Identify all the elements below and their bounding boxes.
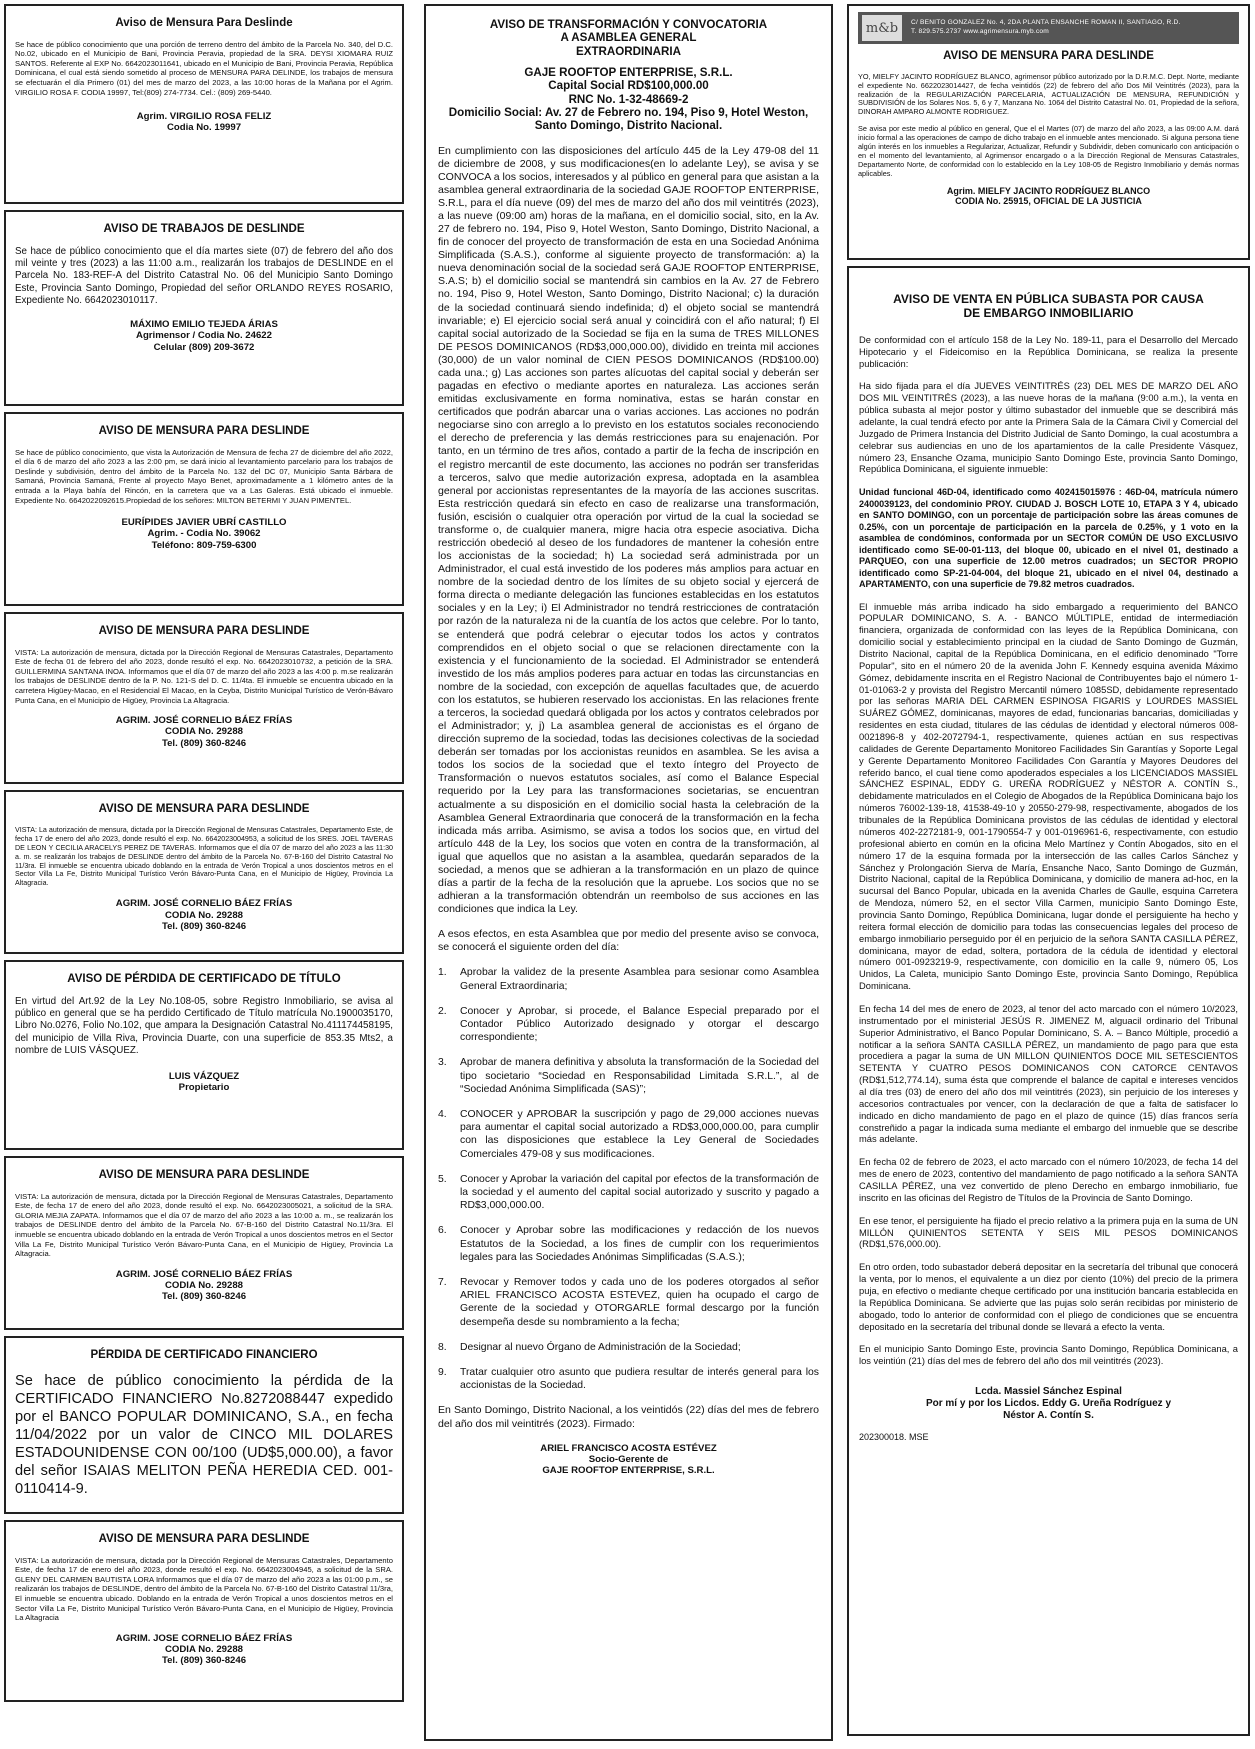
signature-phone: Tel. (809) 360-8246 [161, 1655, 247, 1667]
notice-title: PÉRDIDA DE CERTIFICADO FINANCIERO [90, 1349, 318, 1361]
agenda-item-number: 8. [438, 1341, 447, 1353]
agenda-item [438, 1276, 819, 1329]
notice-body: Se hace de público conocimiento que el día martes siete (07) de febrero del año dos mil veinte y tres (2023) a las 11:00 a.m., realizarán los trabajos de DESLINDE en el Parcela No. 183-REF-A del Distrito Catastral No. 06 del Municipio Santo Domingo Este, Provincia Santo Domingo, Propiedad del señor ORLANDO REYES ROSARIO, Expediente No. 6642023010117. [15, 245, 393, 306]
notice-body: VISTA: La autorización de mensura, dictada por la Dirección Regional de Mensuras Catastrales, Departamento Este de fecha 01 de febrero del año 2023, donde resultó el exp. No. 6642023010732, a petición de la SRA. GUILLERMINA SANTANA INOA. Informamos que el día 07 de marzo del año 2023 a las 4:00 p. m.se realizarán los trabajos de DESLINDE dentro de la P. No. 121-S del D. C. 11/4ta. El inmueble se encuentra ubicado en la carretera Higüey-Macao, en el Residencial El Macao, en la Ceyba, Distrito Municipal Turístico de Verón-Bávaro Punta Cana, en el Municipio de Higüey, Provincia La Altagracia. [15, 647, 393, 705]
notice-body: En virtud del Art.92 de la Ley No.108-05, sobre Registro Inmobiliario, se avisa al público en general que se ha perdido Certificado de Título matrícula No.1900035170, Libro No.0276, Folio No.102, que ampara la Designación Catastral No.411174458195, del municipio de Villa Riva, Provincia Duarte, con una superficie de 853.35 Mts2, a nombre de LUIS VÁSQUEZ. [15, 995, 393, 1056]
agenda-item-number: 5. [438, 1173, 447, 1185]
notice-mensura-bautista [4, 1520, 404, 1702]
notice-title-line: AVISO DE TRANSFORMACIÓN Y CONVOCATORIA [489, 18, 768, 31]
notice-title-line: DE EMBARGO INMOBILIARIO [963, 306, 1134, 321]
agenda-list [438, 966, 819, 1392]
notice-title: AVISO DE PÉRDIDA DE CERTIFICADO DE TÍTULO [67, 973, 341, 985]
signature-phone: Tel. (809) 360-8246 [161, 737, 247, 749]
notice-title: AVISO DE MENSURA PARA DESLINDE [98, 803, 310, 815]
agenda-item-number: 3. [438, 1057, 447, 1069]
notice-paragraph: Ha sido fijada para el día JUEVES VEINTITRÉS (23) DEL MES DE MARZO DEL AÑO DOS MIL VEINTITRÉS (2023), a las nueve horas de la mañana (9:00 a.m.), la venta en pública subasta al mejor postor y último subastador del inmueble que se describirá más adelante, la cual tendrá efecto por ante la Primera Sala de la Cámara Civil y Comercial del Juzgado de Primera Instancia del Distrito Judicial de Santo Domingo, la cual acostumbra a celebrar sus audiencias en uno de los apartamientos de la calle Presidente Vásquez, número 23, Ensanche Ozama, municipio Santo Domingo Este, provincia Santo Domingo, República Dominicana, el siguiente inmueble: [859, 381, 1238, 475]
signature-role: Socio-Gerente de [588, 1453, 669, 1465]
company-capital: Capital Social RD$100,000.00 [548, 79, 709, 93]
notice-paragraph: En el municipio Santo Domingo Este, provincia Santo Domingo, República Dominicana, a los veintiún (21) días del mes de febrero del año dos mil veintitrés (2023). [859, 1344, 1238, 1367]
signature-line: Néstor A. Contín S. [1003, 1409, 1094, 1421]
agenda-item [438, 1005, 819, 1045]
agenda-item [438, 1366, 819, 1392]
notice-title: AVISO DE MENSURA PARA DESLINDE [98, 425, 310, 437]
agenda-item-number: 7. [438, 1277, 447, 1289]
signature-codia: CODIA No. 29288 [164, 909, 244, 921]
column-middle [424, 4, 833, 1747]
signature-phone: Teléfono: 809-759-6300 [151, 539, 257, 551]
notice-signature [15, 1071, 393, 1094]
notice-mensura-samana [4, 412, 404, 606]
signature-codia: CODIA No. 29288 [164, 726, 244, 738]
agenda-item [438, 1108, 819, 1161]
agenda-item-number: 1. [438, 967, 447, 979]
notice-signature [438, 1443, 819, 1477]
notice-signature [15, 898, 393, 932]
company-rnc: RNC No. 1-32-48669-2 [568, 92, 689, 106]
signature-name: MÁXIMO EMILIO TEJEDA ÁRIAS [130, 318, 278, 330]
notice-signature [15, 517, 393, 551]
agenda-item [438, 1341, 819, 1354]
agenda-item-number: 9. [438, 1367, 447, 1379]
signature-line: Por mí y por los Licdos. Eddy G. Ureña Rodríguez y [925, 1397, 1172, 1409]
notice-title-line: EXTRAORDINARIA [576, 44, 681, 58]
notice-closing: En Santo Domingo, Distrito Nacional, a los veintidós (22) días del mes de febrero del año dos mil veintitrés (2023). Firmado: [438, 1404, 819, 1430]
company-name: GAJE ROOFTOP ENTERPRISE, S.R.L. [524, 65, 733, 79]
notice-title: AVISO DE MENSURA PARA DESLINDE [98, 1533, 310, 1545]
agenda-item-text: Designar al nuevo Órgano de Administración de la Sociedad; [460, 1341, 741, 1353]
notice-title: AVISO DE MENSURA PARA DESLINDE [943, 50, 1154, 62]
notice-title [859, 292, 1238, 321]
signature-phone: Tel. (809) 360-8246 [161, 920, 247, 932]
signature-name: Agrim. MIELFY JACINTO RODRÍGUEZ BLANCO [946, 185, 1151, 196]
notice-paragraph: A esos efectos, en esta Asamblea que por medio del presente aviso se convoca, se conocerá el siguiente orden del día: [438, 928, 819, 954]
notice-body: Se hace de público conocimiento, que vista la Autorización de Mensura de fecha 27 de diciembre del año 2022, el día 6 de marzo del año 2023 a las 2:00 pm, se dará inicio al levantamiento parcelario para los trabajos de Deslinde y subdivisión, dentro del ámbito de la Parcela No. 132 del DC 07, Municipio Santa Bárbara de Samaná, Provincia Samaná, Frente al proyecto Mayo Benet, aproximadamente a 1 kilómetro antes de la entrada a la Playa bahía del Rincón, en la carretera que va a Las Galeras. Está ubicado el inmueble. Expediente No. 6642022092615.Propiedad de los señores: MILTON BETERMI Y JUAN PIMENTEL. [15, 447, 393, 505]
notice-mensura-rodriguez [847, 4, 1250, 260]
notice-title-line: AVISO DE VENTA EN PÚBLICA SUBASTA POR CAUSA [893, 292, 1204, 306]
notice-signature [859, 1386, 1238, 1421]
notice-body: VISTA: La autorización de mensura, dictada por la Dirección Regional de Mensuras Catastrales, Departamento Este, de fecha 17 de enero del año 2023, donde resultó el exp. No. 6642023004945, a solicitud de la SRA. GLENY DEL CARMEN BAUTISTA LORA Informamos que el día 07 de marzo del año 2023 a las 01:00 p.m., se realizarán los trabajos de DESLINDE, dentro del ámbito de la Parcela No. 67-B-160 del Distrito Catastral 11/3ra, El inmueble se encuentra ubicado. Doblando en la entrada de Verón Tropical a unos doscientos metros en el Sector Villa La Fe, Distrito Municipal Turístico Verón Bávaro-Punta Cana, en el Municipio de Higüey, Provincia La Altagracia [15, 1555, 393, 1623]
signature-codia: Agrimensor / Codia No. 24622 [136, 330, 272, 342]
agenda-item [438, 966, 819, 992]
signature-name: AGRIM. JOSE CORNELIO BÁEZ FRÍAS [115, 1632, 293, 1644]
notice-perdida-titulo [4, 960, 404, 1150]
notice-perdida-certificado-financiero [4, 1336, 404, 1514]
agenda-item-number: 6. [438, 1225, 447, 1237]
notice-heading [438, 18, 819, 133]
notice-body: Se hace de público conocimiento la pérdida de la CERTIFICADO FINANCIERO No.8272088447 expedido por el BANCO POPULAR DOMINICANO, S.A., en fecha 11/04/2022 por un valor de CINCO MIL DOLARES ESTADOUNIDENSE CON 00/100 (UD$5,000.00), a favor del señor ISAIAS MELITON PEÑA HEREDIA CED. 001-0110414-9. [15, 1372, 393, 1498]
notice-paragraph: En cumplimiento con las disposiciones del artículo 445 de la Ley 479-08 del 11 de diciembre de 2008, y sus modificaciones(en lo adelante Ley), se avisa y se CONVOCA a los socios, interesados y al público en general para que asistan a la asamblea general extraordinaria de la sociedad GAJE ROOFTOP ENTERPRISE, S.R.L, para el día nueve (09) del mes de marzo del año dos mil veintitrés (2023), a las nueve (09:00 am) horas de la mañana, en el domicilio social, sito, en la Av. 27 de febrero no. 194, Piso 9, Hotel Weston, Santo Domingo, Distrito Nacional, a fin de conocer del proyecto de transformación de esta en una Sociedad Anónima Simplificada (S.A.S.), conforme al siguiente proyecto de transformación: a) la nueva denominación social de la sociedad será GAJE ROOFTOP ENTERPRISE, S.A.S; b) el domicilio social se mantendrá sin cambios en la Av. 27 de Febrero no. 194, Piso 9, Hotel Weston, Santo Domingo, Distrito Nacional; c) la duración de la sociedad continuará siendo indefinida; d) el objeto social se mantendrá invariable; e) El ejercicio social será anual y coincidirá con el año natural; f) El capital social autorizado de la Sociedad se fija en la suma de TRES MILLONES DE PESOS DOMINICANOS (RD$3,000,000.00), dividido en treinta mil acciones (30,000) de un valor nominal de CIEN PESOS DOMINICANOS (RD$100.00) cada una.; g) Las acciones son partes alícuotas del capital social y deberán ser pagadas en efectivo o mediante aportes en naturaleza. Las acciones serán emitidas exclusivamente en forma nominativa, estas se harán constar en certificados que podrán abarcar una o varias acciones. Las acciones no podrán negociarse sino con arreglo a lo previsto en los estatutos sociales reconociendo el derecho de preferencia y las demás restricciones para su enajenación. Por tanto, en un término de tres años, contado a partir de la fecha de inscripción en el registro mercantil de este documento, las acciones no podrán ser transferidas a terceros, salvo que medie autorización expresa, adoptada en la asamblea general por accionistas representantes de la mayoría de las acciones suscritas. Esta restricción quedará sin efecto en caso de realizarse una transformación, fusión, escisión o cualquier otra operación por virtud de la cual la sociedad se transforme o, de cualquier manera, migre hacia otra especie asociativa. Dicha restricción obedeció al deseo de los fundadores de mantener la cohesión entre los accionistas de la sociedad; h) La sociedad será administrada por un Administrador, el cual está investido de los poderes más amplios para actuar en nombre de la sociedad dentro de los límites de su objeto social y ejercerá de forma directa o mediante delegación las funciones establecidas en los estatutos sociales y en la Ley; i) El Administrador no tendrá restricciones de contratación por razón de la naturaleza ni de la cuantía de los actos que celebre. Por lo tanto, se entenderá que podrá celebrar o ejecutar todos los actos y contratos comprendidos en el objeto social o que se relacionen directamente con la existencia y el funcionamiento de la sociedad. El Administrador se entenderá investido de los más amplios poderes para actuar en todas las circunstancias en nombre de la sociedad, con excepción de aquellas facultades que, de acuerdo con los estatutos, se hubieren reservado los accionistas. En las relaciones frente a terceros, la sociedad quedará obligada por los actos y contratos celebrados por el Administrador; y, j) La asamblea general de accionistas es el órgano de dirección supremo de la sociedad, todas las decisiones colectivas de la sociedad deberán ser tomadas por los accionistas reunidos en asamblea. Se les avisa a todos los socios de la sociedad que el texto íntegro del Proyecto de Transformación o nuevos estatutos sociales, así como el Balance Especial requerido por la Ley para las transformaciones societarias, se encuentran actualmente a su disposición en el domicilio social hasta la celebración de la Asamblea General Extraordinaria que conocerá de la transformación en la fecha indicada más arriba. Asimismo, se avisa a todos los socios que, en virtud del artículo 448 de la Ley, los socios que voten en contra de la transformación, al igual que aquellos que no asistan a la asamblea, quedarán separados de la sociedad, a menos que se adhieran a la transformación en un plazo de quince días a partir de la fecha de la resolución que la apruebe. Los socios que no se adhieran a la transformación obtendrán un reembolso de sus acciones en las condiciones que indica la Ley. [438, 144, 819, 916]
banner-address: C/ BENITO GONZALEZ No. 4, 2DA PLANTA ENSANCHE ROMAN II, SANTIAGO, R.D. [911, 19, 1181, 27]
signature-name: AGRIM. JOSÉ CORNELIO BÁEZ FRÍAS [115, 898, 293, 910]
agenda-item-text: Conocer y Aprobar, si procede, el Balance Especial preparado por el Contador Público Autorizado designado y otorgar el descargo correspondiente; [460, 1005, 819, 1044]
agenda-item-text: Aprobar de manera definitiva y absoluta la transformación de la Sociedad del tipo societario “Sociedad en Responsabilidad Limitada S.R.L.”, al de “Sociedad Anónima Simplificada (SAS)”; [460, 1057, 819, 1095]
signature-codia: CODIA No. 25915, OFICIAL DE LA JUSTICIA [955, 196, 1142, 207]
company-logo: m&b [862, 15, 902, 41]
agenda-item-text: Conocer y Aprobar sobre las modificaciones y redacción de los nuevos Estatutos de la Sociedad, a los fines de cumplir con los requerimientos legales para las Sociedades Anónimas Simplificadas (S.A.S.); [460, 1225, 819, 1263]
notice-signature [15, 319, 393, 353]
signature-company: GAJE ROOFTOP ENTERPRISE, S.R.L. [542, 1465, 715, 1477]
signature-name: AGRIM. JOSÉ CORNELIO BÁEZ FRÍAS [115, 1268, 293, 1280]
notice-mensura-mejia [4, 1156, 404, 1330]
company-domicilio: Domicilio Social: Av. 27 de Febrero no. 194, Piso 9, Hotel Weston, Santo Domingo, Distrito Nacional. [448, 105, 809, 133]
signature-phone: Tel. (809) 360-8246 [161, 1291, 247, 1303]
notice-title-line: A ASAMBLEA GENERAL [560, 31, 697, 45]
notice-mensura-santana [4, 612, 404, 784]
signature-name: AGRIM. JOSÉ CORNELIO BÁEZ FRÍAS [115, 715, 293, 727]
notice-signature [15, 1633, 393, 1667]
notice-paragraph: En ese tenor, el persiguiente ha fijado el precio relativo a la primera puja en la suma de UN MILLÓN QUINIENTOS SETENTA Y SEIS MIL PESOS DOMINICANOS (RD$1,576,000.00). [859, 1215, 1238, 1250]
agenda-item-text: CONOCER y APROBAR la suscripción y pago de 29,000 acciones nuevas para aumentar el capital social autorizado a RD$3,000,000.00, para cumplir con las disposiciones que establece la Ley General de Sociedades Comerciales 479-08 y sus modificaciones. [460, 1109, 819, 1160]
agenda-item-number: 4. [438, 1109, 447, 1121]
notice-title: Aviso de Mensura Para Deslinde [115, 17, 293, 29]
signature-codia: CODIA No. 29288 [164, 1644, 244, 1656]
signature-name: EURÍPIDES JAVIER UBRÍ CASTILLO [121, 517, 287, 529]
notice-paragraph: De conformidad con el artículo 158 de la Ley No. 189-11, para el Desarrollo del Mercado Hipotecario y el Fideicomiso en la República Dominicana, se realiza la presente publicación: [859, 334, 1238, 369]
agenda-item-number: 2. [438, 1005, 447, 1017]
banner-contact: T. 829.575.2737 www.agrimensura.myb.com [911, 28, 1049, 35]
notice-body: Se hace de público conocimiento que una porción de terreno dentro del ámbito de la Parcela No. 340, del D.C. No.02, ubicado en el Municipio de Bani, Provincia Peravia, propiedad de la SRA. DEYSI XIOMARA RUIZ SANTOS. Referente al EXP No. 6642023011641, ubicado en el Municipio de Bani, Provincia Peravia, República Dominicana, el cual está siendo sometido al proceso de MENSURA PARA DELINDE, los trabajos de mensura se efectuarán el día Primero (01) del mes de marzo del 2023, a las 10:00 horas de la Mañana por el Agrim. VIRGILIO ROSA F. CODIA 19997, Tel:(809) 274-7734. Cel.: (809) 269-5440. [15, 39, 393, 97]
notice-signature [858, 186, 1239, 207]
notice-paragraph: En otro orden, todo subastador deberá depositar en la secretaría del tribunal que conocerá la venta, por lo menos, el equivalente a un diez por ciento (10%) del precio de la primera puja, en efectivo o mediante cheque certificado por una institución bancaria establecida en la República Dominicana. Se advierte que las pujas solo serán recibidas por ministerio de abogado, todo lo anterior de conformidad con el pliego de condiciones que se encuentra depositado en la secretaría del tribunal donde se llevará a efecto la venta. [859, 1262, 1238, 1332]
notice-paragraph: El inmueble más arriba indicado ha sido embargado a requerimiento del BANCO POPULAR DOMINICANO, S. A. - BANCO MÚLTIPLE, entidad de intermediación financiera, organizada de conformidad con las leyes de la República Dominicana, con domicilio social y establecimiento principal en la ciudad de Santo Domingo de Guzmán, Distrito Nacional, capital de la República Dominicana, en el edificio denominado "Torre Popular", sito en el número 20 de la avenida John F. Kennedy esquina avenida Máximo Gómez, debidamente inscrita en el Registro Nacional de Contribuyentes bajo el número 1-01-01063-2 y provista del Registro Mercantil número 1085SD, debidamente representado por las señoras MARIA DEL CARMEN ESPINOSA FIGARIS y LOURDES MASSIEL SUÁREZ GÓMEZ, dominicanas, mayores de edad, funcionarias bancarias, domiciliadas y residentes en esta ciudad, titulares de las cédulas de identidad y electoral números 008-0021896-8 y 402-2072794-1, respectivamente, quienes actúan en sus respectivas calidades de Gerente Departamento Monitoreo Facilidades Sin Garantías y Soporte Legal y Gerente Departamento Monitoreo Facilidades Con Garantía y Mayores Deudores del referido banco, el cual tiene como apoderados especiales a los LICENCIADOS MASSIEL SÁNCHEZ ESPINAL, EDDY G. UREÑA RODRÍGUEZ y NÉSTOR A. CONTÍN S., debidamente matriculados en el Colegio de Abogados de la República Dominicana bajo los números 76002-139-18, 41538-49-10 y 20550-279-98, respectivamente, abogados de los tribunales de la República Dominicana provistos de las cédulas de identidad y electoral números 402-2272181-9, 001-1790554-7 y 001-0196961-6, respectivamente, con estudio profesional abierto en común en la oficina Melo Martínez y Contín Abogados, sito en el número 17 de la esquina formada por la intersección de las calles Carlos Sánchez y Sánchez y Prolongación Sierva de María, Ensanche Naco, Santo Domingo de Guzmán, Distrito Nacional, capital de la República Dominicana, y domicilio de manera ad-hoc, en la sucursal del Banco Popular, ubicada en la avenida Charles de Gaulle, esquina Carretera de Mendoza, número 52, en el sector Villa Carmen, municipio Santo Domingo Este, provincia Santo Domingo, República Dominicana, lugar donde el persiguiente ha hecho y reitera formal elección de domicilio para todas las consecuencias legales del proceso de embargo inmobiliario perseguido por él en perjuicio de la señora SANTA CASILLA PÉREZ, dominicana, mayor de edad, soltera, portadora de la cédula de identidad y electoral número 001-0923219-9, respectivamente, con domicilio en la calle 9, número 05, Los Unidos, La Caleta, municipio Santo Domingo Este, provincia Santo Domingo, República Dominicana. [859, 601, 1238, 992]
banner-text [905, 19, 1181, 36]
agenda-item-text: Tratar cualquier otro asunto que pudiera resultar de interés general para los accionistas de la Sociedad. [460, 1367, 819, 1392]
notice-paragraph: Se avisa por este medio al público en general, Que el el Martes (07) de marzo del año 2023, a las 09:00 A.M. dará inicio formal a las operaciones de campo de dicho trabajo en el inmueble antes mencionado. Si alguna persona tiene algún interés en los inmuebles a Regularizar, Actualizar, Refundir y Subdividir, deben comunicarlo con anticipación o en el momento del levantamiento, al Agrimensor encargado o a la Dirección Regional de Mensuras Catastrales, Departamento Norte, de conformidad con lo establecido en la Ley 108-05 de Registro Inmobiliario y demás normas aplicables. [858, 124, 1239, 178]
column-right [847, 4, 1250, 1736]
signature-codia: CODIA No. 29288 [164, 1280, 244, 1292]
notice-paragraph: En fecha 14 del mes de enero de 2023, al tenor del acto marcado con el número 10/2023, instrumentado por el ministerial JESÚS R. JIMENEZ M, alguacil ordinario del Tribunal Superior Administrativo, el Banco Popular Dominicano, S. A. – Banco Múltiple, procedió a notificar a la señora SANTA CASILLA PÉREZ, un mandamiento de pago para que esta procediera a pagar la suma de UN MILLON QUINIENTOS DOCE MIL SETESCIENTOS SETENTA Y CUATRO PESOS DOMINICANOS CON CATORCE CENTAVOS (RD$1,512,774.14), suma ésta que comprende el balance de capital e intereses vencidos al día tres (03) de enero del año dos mil veintitrés (2023), sin perjuicio de los intereses y accesorios contractuales por vencer, con la declaración de que a falta de satisfacer lo indicado en dicho mandamiento de pago en el plazo de quince (15) días francos sería constreñido a pagar la indicada suma mediante el embargo del inmueble que se describe más adelante. [859, 1003, 1238, 1145]
agenda-item-text: Revocar y Remover todos y cada uno de los poderes otorgados al señor ARIEL FRANCISCO ACOSTA ESTEVEZ, quien ha ocupado el cargo de Gerente de la sociedad y OTORGARLE formal descargo por la función desempeña desde su nombramiento a la fecha; [460, 1277, 819, 1328]
agenda-item [438, 1173, 819, 1213]
agenda-item-text: Conocer y Aprobar la variación del capital por efectos de la transformación de la sociedad y el aumento del capital social autorizado y suscrito y pagado a RD$3,000,000.00. [460, 1173, 819, 1212]
notice-body: VISTA: La autorización de mensura, dictada por la Dirección Regional de Mensuras Catastrales, Departamento Este, de fecha 17 de enero del año 2023, donde resultó el exp. No. 6642023004953, a solicitud de los SRES. JOEL TAVERAS DE LEON Y CECILIA ARACELYS PEREZ DE TAVERAS. Informamos que el día 07 de marzo del año 2023 a las 11:30 a. m. se realizarán los trabajos de DESLINDE dentro del ámbito de la Parcela No. 67-B-160 del Distrito Catastral No 11/3ra. El inmueble se encuentra ubicado doblando en la entrada de Verón Tropical a unos doscientos metros en el Sector Villa La Fe, Distrito Municipal Turístico Verón Bávaro-Punta Cana, en el Municipio de Higüey, Provincia La Altagracia. [15, 825, 393, 888]
notice-signature [15, 715, 393, 749]
signature-codia: Agrim. - Codia No. 39062 [147, 528, 261, 540]
notice-trabajos-deslinde [4, 210, 404, 406]
agrimensura-banner [858, 12, 1239, 44]
signature-name: LUIS VÁZQUEZ [168, 1070, 240, 1082]
property-description: Unidad funcional 46D-04, identificado como 402415015976 : 46D-04, matrícula número 2400039123, del condominio PROY. CIUDAD J. BOSCH LOTE 10, ETAPA 3 Y 4, ubicado en SANTO DOMINGO, con un porcentaje de participación sobre las áreas comunes de 0.25%, con un porcentaje de participación en la parcela de 0.25%, y 1 voto en la asamblea de condóminos, conformada por un SECTOR COMÚN DE USO EXCLUSIVO identificado como SE-00-01-113, del bloque 00, ubicado en el nivel 01, destinado a PARQUEO, con una superficie de 12.00 metros cuadrados; un SECTOR PROPIO identificado como SP-21-04-004, del bloque 21, ubicado en el nivel 04, destinado a APARTAMENTO, con una superficie de 79.82 metros cuadrados. [859, 487, 1238, 590]
notice-venta-subasta [847, 266, 1250, 1736]
signature-role: Propietario [178, 1082, 230, 1094]
signature-codia: Codia No. 19997 [166, 122, 242, 134]
column-left [4, 4, 404, 1702]
notice-title: AVISO DE MENSURA PARA DESLINDE [98, 625, 310, 637]
signature-name: ARIEL FRANCISCO ACOSTA ESTÉVEZ [540, 1442, 717, 1454]
notice-transformacion-convocatoria [424, 4, 833, 1741]
signature-phone: Celular (809) 209-3672 [153, 341, 255, 353]
agenda-item [438, 1056, 819, 1096]
notice-body: VISTA: La autorización de mensura, dictada por la Dirección Regional de Mensuras Catastrales, Departamento Este, de fecha 17 de enero del año 2023, donde resultó el exp. No. 6642023005021, a solicitud de la SRA. GLORIA MEJIA ZAPATA. Informamos que el día 07 de marzo del año 2023 a las 10:00 a. m., se realizarán los trabajos de DESLINDE dentro del ámbito de la Parcela No. 67-B-160 del Distrito Catastral No.11/3ra. El inmueble se encuentra ubicado doblando en la entrada de Verón Tropical a unos doscientos metros en el Sector Villa La Fe, Distrito Municipal Turístico Verón Bávaro-Punta Cana, en el Municipio de Higüey, Provincia La Altagracia. [15, 1191, 393, 1259]
notice-paragraph: YO, MIELFY JACINTO RODRÍGUEZ BLANCO, agrimensor público autorizado por la D.R.M.C. Dept. Norte, mediante el expediente No. 6622023014427, de fecha veintidós (22) de febrero del año Dos Mil Veintitrés (2023), para la realización de la REGULARIZACIÓN PARCELARIA, ACTUALIZACIÓN DE MENSURA, REFUNDICIÓN y SUBDIVISIÓN de los Solares Nos. 5, 6 y 7, Manzana No. 1064 del Distrito Catastral No. 01, Propiedad de la señora, DINORAH AMPARO ALMONTE RODRIGUEZ. [858, 71, 1239, 117]
notice-title: AVISO DE MENSURA PARA DESLINDE [98, 1169, 310, 1181]
notice-title: AVISO DE TRABAJOS DE DESLINDE [103, 223, 305, 235]
signature-name: Lcda. Massiel Sánchez Espinal [975, 1386, 1122, 1398]
notice-paragraph: En fecha 02 de febrero de 2023, el acto marcado con el número 10/2023, de fecha 14 del mes de enero de 2023, contentivo del mandamiento de pago notificado a la señora SANTA CASILLA PÉREZ, una vez convertido de pleno Derecho en embargo inmobiliario, fue inscrito en las oficinas del Registro de Títulos de la Provincia de Santo Domingo. [859, 1157, 1238, 1203]
signature-name: Agrim. VIRGILIO ROSA FELIZ [136, 111, 272, 123]
notice-reference: 202300018. MSE [859, 1431, 929, 1442]
agenda-item-text: Aprobar la validez de la presente Asamblea para sesionar como Asamblea General Extraordinaria; [460, 967, 819, 992]
notice-mensura-bani [4, 4, 404, 204]
agenda-item [438, 1224, 819, 1264]
notice-signature [15, 1269, 393, 1303]
notice-mensura-taveras [4, 790, 404, 954]
notice-signature [15, 111, 393, 134]
